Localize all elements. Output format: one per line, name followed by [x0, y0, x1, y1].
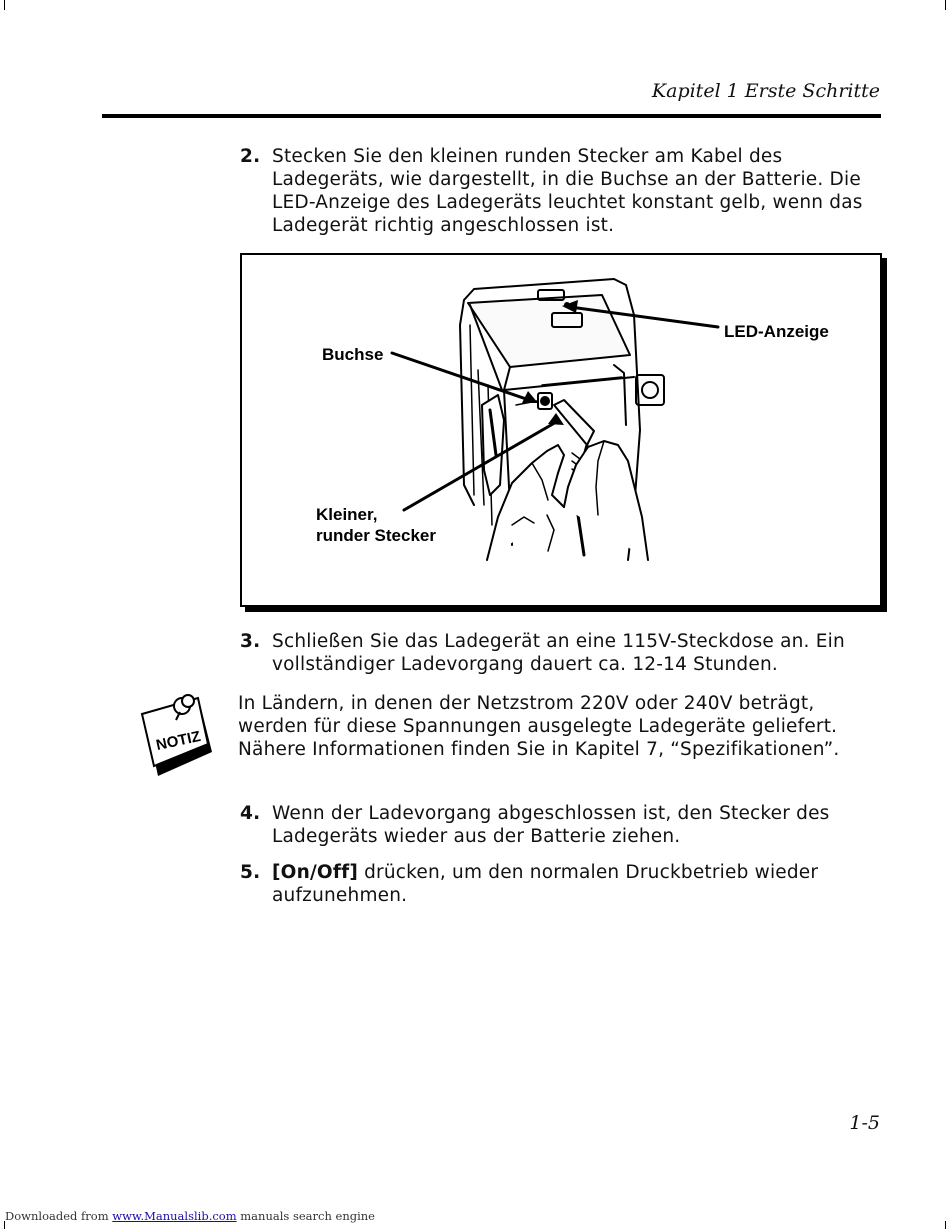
step-text: Stecken Sie den kleinen runden Stecker am Kabel des Ladegeräts, wie dargestellt, in die Buchse an der Batterie. Die LED-Anzeige des Ladegeräts leuchtet konstant gelb, wenn das Ladegerät richtig angeschlossen ist. [272, 146, 863, 236]
footer-prefix: Downloaded from [5, 1209, 113, 1223]
footer-suffix: manuals search engine [236, 1209, 375, 1223]
download-footer [5, 1209, 375, 1223]
step-number: 5. [240, 862, 261, 883]
step-4 [240, 802, 880, 848]
crop-mark-top-right [945, 0, 946, 10]
callout-socket: Buchse [322, 345, 384, 364]
callout-plug [316, 504, 436, 546]
step-text-rest: drücken, um den normalen Druckbetrieb wieder aufzunehmen. [272, 862, 819, 906]
step-3 [240, 630, 880, 676]
manualslib-link[interactable]: www.Manualslib.com [112, 1209, 237, 1223]
step-number: 3. [240, 631, 261, 652]
crop-mark-bottom-right [945, 1221, 946, 1229]
crop-mark-top-left [4, 0, 5, 10]
step-text [272, 861, 880, 907]
callout-led-indicator: LED-Anzeige [724, 322, 829, 341]
chapter-header: Kapitel 1 Erste Schritte [651, 80, 880, 102]
step-number: 2. [240, 146, 261, 167]
step-number: 4. [240, 803, 261, 824]
step-2 [240, 145, 880, 237]
step-5 [240, 861, 880, 907]
note-pin-icon [138, 692, 230, 784]
on-off-key: [On/Off] [272, 862, 358, 883]
callout-plug-line2: runder Stecker [316, 526, 436, 545]
battery-charger-figure [240, 253, 882, 607]
header-rule [102, 114, 881, 118]
page-number: 1-5 [849, 1112, 880, 1134]
battery-illustration [242, 255, 880, 605]
callout-plug-line1: Kleiner, [316, 505, 378, 524]
step-text: Wenn der Ladevorgang abgeschlossen ist, den Stecker des Ladegeräts wieder aus der Batterie ziehen. [272, 803, 830, 847]
note-text: In Ländern, in denen der Netzstrom 220V oder 240V beträgt, werden für diese Spannungen ausgelegte Ladegeräte geliefert. Nähere Informationen finden Sie in Kapitel 7, “Spezifikationen”. [238, 693, 840, 760]
note-icon-label: NOTIZ [154, 727, 203, 754]
step-text: Schließen Sie das Ladegerät an eine 115V-Steckdose an. Ein vollständiger Ladevorgang dauert ca. 12-14 Stunden. [272, 631, 845, 675]
